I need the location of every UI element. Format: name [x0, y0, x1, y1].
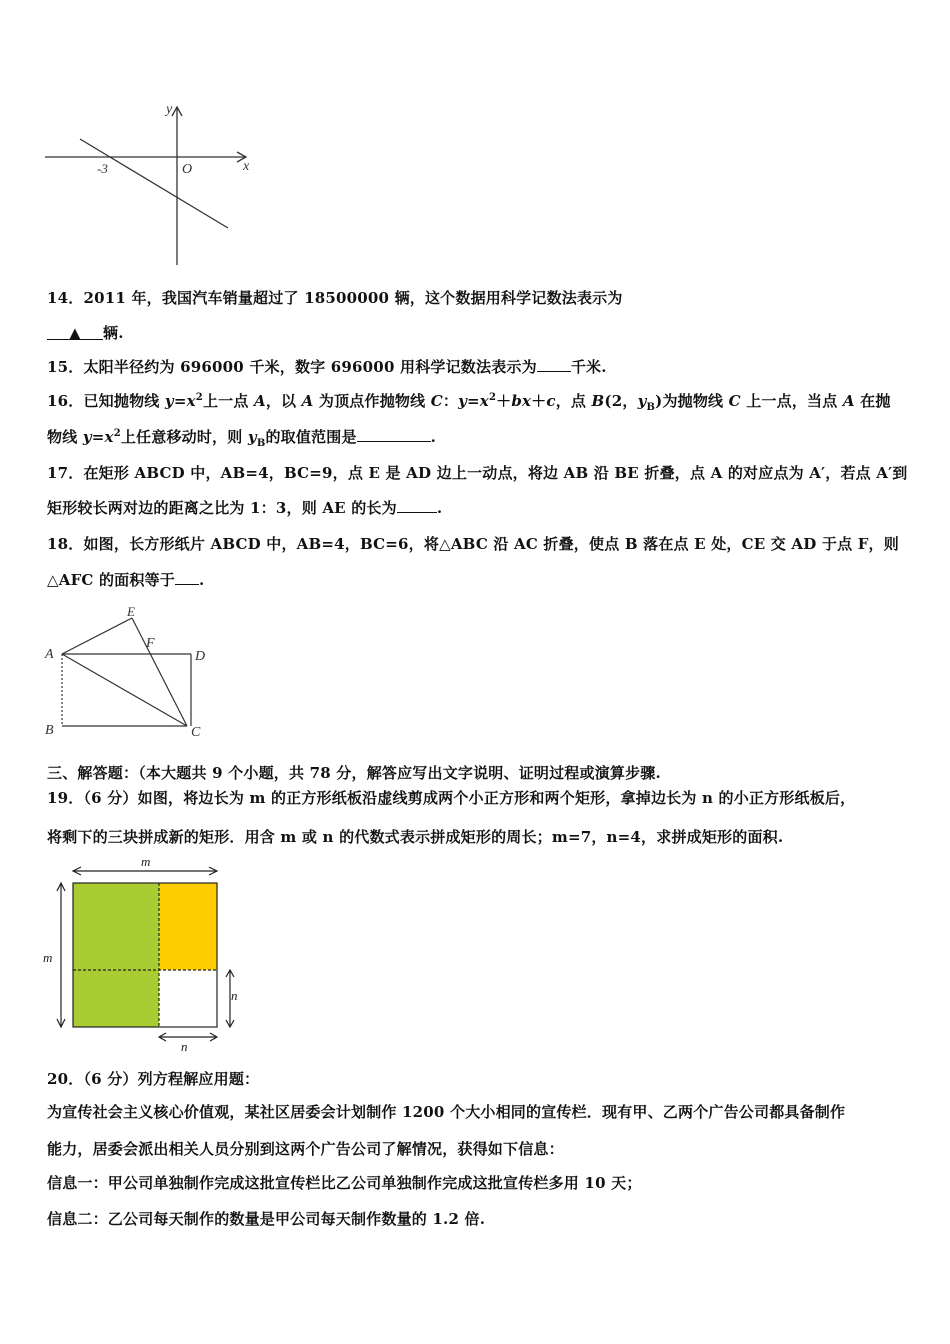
q15-tail: 千米.	[570, 358, 607, 376]
green-rect-bottom-left	[73, 970, 159, 1027]
q16-var: y	[637, 392, 647, 410]
q16-exp: 2	[195, 392, 203, 403]
q16-text: 上一点	[202, 392, 254, 410]
q18-text: △AFC 的面积等于	[47, 571, 175, 589]
q16-var: C	[430, 392, 443, 410]
q16-text: =	[91, 428, 105, 446]
q14-marker: ▲	[69, 324, 81, 342]
label-D: D	[195, 649, 206, 664]
q16-text: ＋	[496, 392, 512, 410]
segment-AE	[62, 618, 132, 654]
q16-text: =	[467, 392, 480, 410]
q16-var: A	[301, 392, 314, 410]
q16-text: 上一点，当点	[740, 392, 843, 410]
x-axis-label: x	[243, 159, 250, 174]
q16-var: y	[82, 428, 92, 446]
q16-text: 在抛	[854, 392, 891, 410]
q18-blank	[175, 570, 199, 585]
q16-line2	[47, 426, 436, 449]
dim-m-left: m	[43, 950, 53, 965]
q16-var: y	[458, 392, 467, 410]
q16-sub: B	[256, 438, 266, 449]
label-A: A	[45, 647, 54, 662]
q16-text: ：	[442, 392, 459, 410]
q16-text: .	[430, 428, 437, 446]
q15-text: 15．太阳半径约为 696000 千米，数字 696000 用科学记数法表示为	[47, 358, 537, 376]
q15-blank	[537, 357, 571, 372]
q16-var: C	[728, 392, 741, 410]
q18-tail: .	[199, 571, 205, 589]
q20-info1: 信息一：甲公司单独制作完成这批宣传栏比乙公司单独制作完成这批宣传栏多用 10 天；	[47, 1174, 642, 1192]
q16-text: 上任意移动时，则	[120, 428, 248, 446]
q16-exp: 2	[113, 428, 121, 439]
yellow-square	[159, 883, 217, 970]
q16-blank	[357, 427, 431, 442]
q16-line1	[47, 390, 891, 413]
q19-line2: 将剩下的三块拼成新的矩形．用含 m 或 n 的代数式表示拼成矩形的周长；m=7，n=4，求拼成矩形的面积.	[47, 828, 784, 846]
dim-n-bottom: n	[181, 1039, 188, 1054]
q19-line1: 19．（6 分）如图，将边长为 m 的正方形纸板沿虚线剪成两个小正方形和两个矩形，拿掉边长为 n 的小正方形纸板后，	[47, 789, 856, 807]
q15	[47, 356, 607, 377]
label-F: F	[146, 636, 155, 651]
label-B: B	[45, 723, 54, 738]
q20-line2: 能力，居委会派出相关人员分别到这两个广告公司了解情况，获得如下信息：	[47, 1140, 564, 1158]
q16-exp: 2	[488, 392, 497, 403]
q20-line1: 为宣传社会主义核心价值观，某社区居委会计划制作 1200 个大小相同的宣传栏．现有甲、乙两个广告公司都具备制作	[47, 1103, 846, 1121]
q16-text: (2，	[604, 392, 638, 410]
q14-blank	[47, 324, 103, 342]
q16-text: =	[173, 392, 187, 410]
q16-var: x	[479, 392, 489, 410]
label-E: E	[127, 605, 135, 619]
green-rect-top-left	[73, 883, 159, 970]
q17-blank	[397, 498, 437, 513]
q16-var: y	[247, 428, 257, 446]
function-line	[80, 139, 228, 228]
q16-var: x	[186, 392, 196, 410]
section3-heading: 三、解答题：（本大题共 9 个小题，共 78 分，解答应写出文字说明、证明过程或演算步骤.	[47, 764, 661, 782]
q17-line1: 17．在矩形 ABCD 中，AB=4，BC=9，点 E 是 AD 边上一动点，将边 AB 沿 BE 折叠，点 A 的对应点为 A′，若点 A′到	[47, 464, 908, 482]
q16-var: A	[842, 392, 855, 410]
q14-unit: 辆.	[103, 324, 124, 342]
q16-text: ＋	[531, 392, 547, 410]
q17-text: 矩形较长两对边的距离之比为 1：3，则 AE 的长为	[47, 499, 397, 517]
y-axis-label: y	[166, 102, 173, 117]
q16-text: )为抛物线	[655, 392, 729, 410]
figure-square-cut	[38, 855, 248, 1055]
q16-text: 物线	[47, 428, 83, 446]
q20-title: 20．（6 分）列方程解应用题：	[47, 1070, 260, 1088]
q18-line2	[47, 569, 204, 590]
dim-m-top: m	[141, 855, 151, 869]
q18-line1: 18．如图，长方形纸片 ABCD 中，AB=4，BC=6，将△ABC 沿 AC 折叠，使点 B 落在点 E 处，CE 交 AD 于点 F，则	[47, 535, 899, 553]
q16-var: A	[253, 392, 266, 410]
origin-label: O	[182, 162, 193, 177]
label-C: C	[191, 725, 201, 740]
q14-line2	[47, 322, 124, 343]
q16-var: bx	[511, 392, 532, 410]
q16-var: c	[546, 392, 556, 410]
white-square	[159, 970, 217, 1027]
dim-n-right: n	[231, 988, 238, 1003]
q16-text: 16．已知抛物线	[47, 392, 165, 410]
tick-label: -3	[97, 161, 108, 176]
q16-text: ，以	[265, 392, 302, 410]
figure-folded-rectangle	[40, 605, 220, 745]
q16-text: 的取值范围是	[265, 428, 357, 446]
q16-text: ，点	[555, 392, 592, 410]
q16-var: y	[164, 392, 174, 410]
figure-line-graph	[40, 95, 270, 270]
q17-tail: .	[436, 499, 443, 517]
q16-var: B	[591, 392, 605, 410]
q16-text: 为顶点作抛物线	[313, 392, 431, 410]
q14-line1: 14．2011 年，我国汽车销量超过了 18500000 辆，这个数据用科学记数法表示为	[47, 289, 623, 307]
q17-line2	[47, 497, 442, 518]
q16-var: x	[104, 428, 114, 446]
q20-info2: 信息二：乙公司每天制作的数量是甲公司每天制作数量的 1.2 倍.	[47, 1210, 486, 1228]
q16-sub: B	[646, 402, 656, 413]
